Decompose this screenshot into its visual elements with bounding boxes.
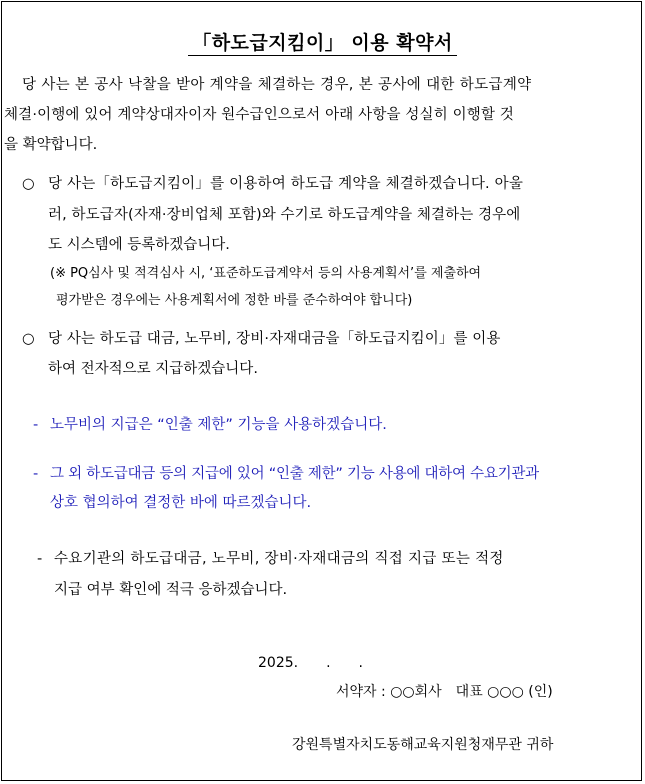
item-2-line-2: 하여 전자적으로 지급하겠습니다. — [48, 361, 258, 377]
item-2-line-1: 당 사는 하도급 대금, 노무비, 장비·자재대금을「하도급지킴이」를 이용 — [48, 331, 501, 347]
sub-3-line-2: 지급 여부 확인에 적극 응하겠습니다. — [54, 582, 288, 598]
item-1-note-line-2: 평가받은 경우에는 사용계획서에 정한 바를 준수하여야 합니다) — [56, 293, 413, 308]
sub-3-line-1: 수요기관의 하도급대금, 노무비, 장비·자재대금의 직접 지급 또는 적정 — [54, 551, 504, 567]
intro-line-3: 을 확약합니다. — [4, 137, 98, 153]
sign-date: 2025. . . — [258, 655, 363, 671]
recipient: 강원특별자치도동해교육지원청재무관 귀하 — [292, 737, 554, 753]
item-1-line-2: 러, 하도급자(자재·장비업체 포함)와 수기로 하도급계약을 체결하는 경우에 — [48, 207, 521, 223]
intro-line-2: 체결·이행에 있어 계약상대자이자 원수급인으로서 아래 사항을 성실히 이행할 것 — [4, 107, 515, 123]
sub-3-dash: - — [37, 551, 43, 567]
sub-2-dash: - — [33, 466, 39, 482]
sub-2-line-2: 상호 협의하여 결정한 바에 따르겠습니다. — [50, 495, 312, 511]
document-title — [0, 28, 645, 55]
item-1-line-3: 도 시스템에 등록하겠습니다. — [48, 237, 230, 253]
item-1-note-line-1: (※ PQ심사 및 적격심사 시, ‘표준하도급계약서 등의 사용계획서’를 제출하여 — [50, 266, 482, 281]
sub-1-dash: - — [33, 417, 39, 433]
item-1-bullet: ○ — [22, 176, 35, 192]
item-1-line-1: 당 사는「하도급지킴이」를 이용하여 하도급 계약을 체결하겠습니다. 아울 — [48, 176, 524, 192]
sub-2-line-1: 그 외 하도급대금 등의 지급에 있어 “인출 제한” 기능 사용에 대하여 수요기관과 — [50, 466, 539, 482]
sub-1-line-1: 노무비의 지급은 “인출 제한” 기능을 사용하겠습니다. — [50, 417, 387, 433]
signer: 서약자 : ○○회사 대표 ○○○ (인) — [336, 684, 553, 700]
intro-line-1: 당 사는 본 공사 낙찰을 받아 계약을 체결하는 경우, 본 공사에 대한 하도급계약 — [22, 77, 532, 93]
item-2-bullet: ○ — [22, 331, 35, 347]
title-text: 「하도급지킴이」 이용 확약서 — [188, 32, 457, 56]
